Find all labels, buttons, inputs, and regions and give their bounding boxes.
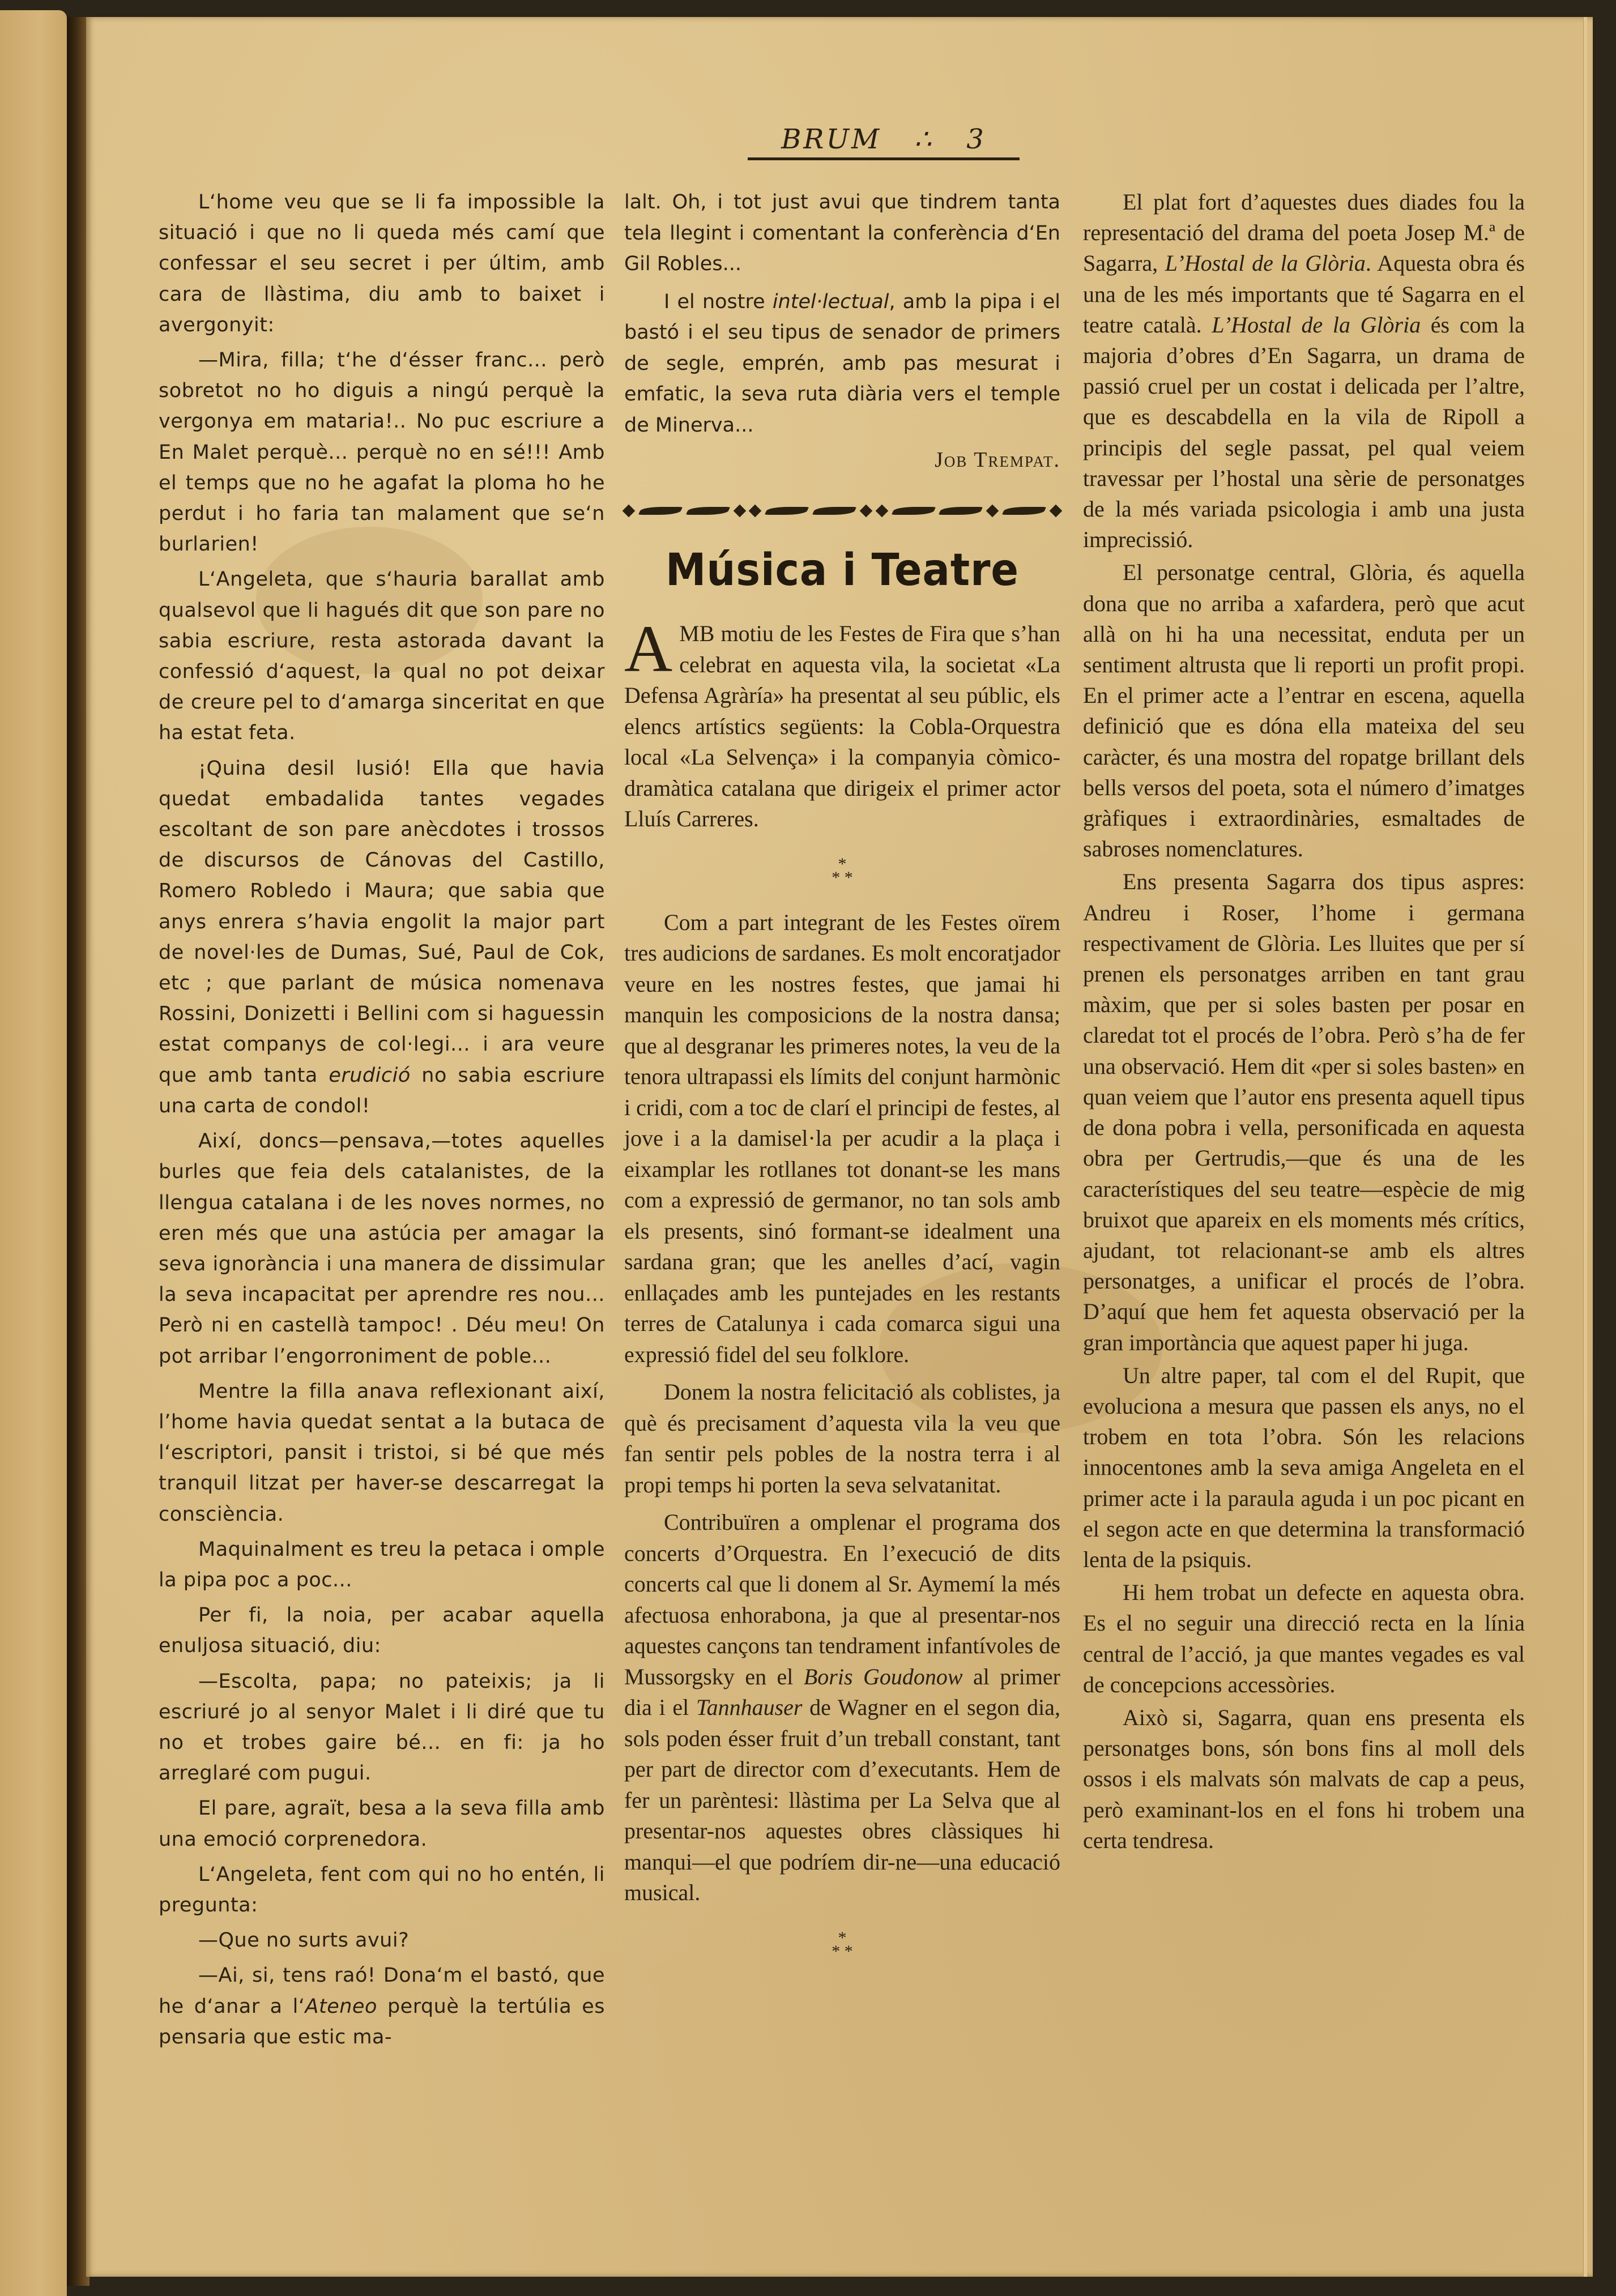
ornament-leaf-icon	[812, 507, 857, 515]
previous-page-edge	[0, 10, 67, 2296]
paragraph: Com a part integrant de les Festes oïrem tres audicions de sardanes. Es molt encoratjador veure en les nostres festes, que jamai hi manquin les composicions de la nostra dansa; que al desgranar les primeres notes, la veu de la tenora ultrapassi els límits del conjunt harmònic i cridi, com a toc de clarí el principi de festes, al jove i a la damisel·la per acudir a la plaça i eixamplar les rotllanes tot donant-se les mans com a expressió de germanor, no tan sols amb els presents, sinó formant-se idealment una sardana gran; que les anelles d’ací, vagin enllaçades amb les puntejades en les restants terres de Catalunya i cada comarca sigui una expressió fidel del seu folklore.	[624, 909, 1060, 1367]
paragraph: L‘Angeleta, fent com qui no ho entén, li pregunta:	[159, 1863, 605, 1917]
ornament-leaf-icon	[685, 507, 730, 515]
paragraph: Un altre paper, tal com el del Rupit, que evoluciona a mesura que passen els anys, no el trobem en tota l’obra. Són les relacions innocentones amb la seva amiga Angeleta en el primer acte i la paraula aguda i un poc picant en el segon acte en que determina la transformació lenta de la psiquis.	[1083, 1362, 1525, 1572]
paragraph	[624, 287, 1060, 441]
paragraph-text: perquè la tertúlia es pensaria que estic ma-	[159, 1995, 605, 2049]
paragraph: Donem la nostra felicitació als coblistes, ja què és precisament d’aquesta vila la veu que fan sentir pels pobles de la nostra terra i al propi temps hi porten la seva selvatanitat.	[624, 1379, 1060, 1497]
italic-title: L’Hostal de la Glòria	[1165, 250, 1366, 276]
paragraph: L‘home veu que se li fa impossible la situació i que no li queda més camí que confessar el seu secret i per últim, amb cara de llàstima, diu amb to baixet i avergonyit:	[159, 191, 605, 336]
section-title: Música i Teatre	[665, 545, 1020, 596]
italic-title: Tannhauser	[696, 1695, 803, 1720]
paragraph-text: al primer dia i el	[624, 1663, 1061, 1720]
paragraph-text: no sabia escriure una carta de condol!	[159, 1064, 605, 1117]
paragraph: Ens presenta Sagarra dos tipus aspres: Andreu i Roser, l’home i germana respectivament de Glòria. Les lluites que per sí prenen els personatges arriben en tant grau màxim, que per si soles basten per posar en claredat tot el procés de l’obra. Però s’ha de fer una observació. Hem dit «per si soles basten» en quan veiem que l’autor ens presenta aquell tipus de dona pobra i vella, personificada en aquesta obra per Gertrudis,—que és una de les característiques del seu teatre—espècie de mig bruixot que apareix en els moments més crítics, ajudant, tot relacionant-se amb els altres personatges, a unificar el procés de l’obra. D’aquí que hem fet aquesta observació per la gran importància que aquest paper hi juga.	[1083, 869, 1525, 1355]
paragraph: Maquinalment es treu la petaca i omple la pipa poc a poc...	[159, 1538, 605, 1591]
ornament-leaf-icon	[638, 507, 683, 515]
ornament-diamond-icon	[875, 505, 888, 518]
page-edge	[1583, 17, 1587, 2277]
drop-cap: A	[624, 612, 673, 686]
author-signature: Job Trempat.	[935, 448, 1060, 472]
italic-word: intel·lectual	[772, 290, 889, 313]
paragraph: Això si, Sagarra, quan ens presenta els personatges bons, són bons fins al moll dels ossos i els malvats són malvats de cap a peus, però examinant-los en el fons hi trobem una certa tendresa.	[1083, 1704, 1525, 1853]
paragraph-text: és com la majoria d’obres d’En Sagarra, un drama de passió cruel per un costat i delicada per l’altre, que es descabdella en la vila de Ripoll a principis del segle passat, pel qual veiem travessar per l’hostal una sèrie de personatges de la més variada psicologia i amb una justa imprecissió.	[1083, 311, 1525, 553]
italic-title: L’Hostal de la Glòria	[1212, 311, 1421, 338]
paragraph: Per fi, la noia, per acabar aquella enuljosa situació, diu:	[159, 1604, 605, 1658]
paragraph	[159, 1960, 605, 2052]
ornament-diamond-icon	[622, 505, 636, 518]
paragraph: —Que no surts avui?	[198, 1929, 410, 1952]
middle-column	[624, 187, 1060, 1981]
paragraph: —Mira, filla; t‘he d‘ésser franc... però sobretot no ho diguis a ningú perquè la vergonya em mataria!.. No puc escriure a En Malet perquè... perquè no en sé!!! Amb el temps que no he agafat la ploma ho he perdut i ho faria tan malament que se‘n burlarien!	[159, 349, 605, 556]
left-column	[159, 187, 605, 2057]
paragraph-text: I el nostre	[664, 290, 773, 313]
paragraph-text: Contribuïren a omplenar el programa dos concerts d’Orquestra. En l’execució de dits concerts cal que li donem al Sr. Aymemí la més afectuosa enhorabona, ja que al presentar-nos aquestes cançons tan tendrament infantívoles de Mussorgsky en el	[624, 1509, 1060, 1689]
paragraph: Mentre la filla anava reflexionant així, l’home havia quedat sentat a la butaca de l‘escriptori, pansit i tristoi, si bé que més tranquil litzat per haver-se descarregat la consciència.	[159, 1380, 605, 1526]
paragraph-text: El plat fort d’aquestes dues diades fou la representació del drama del poeta Josep M.ª de Sagarra,	[1083, 189, 1525, 276]
asterism-divider: * * *	[832, 1928, 853, 1961]
ornament-diamond-icon	[1050, 505, 1063, 518]
paragraph: El pare, agraït, besa a la seva filla amb una emoció corprenedora.	[159, 1797, 605, 1851]
paragraph	[624, 1507, 1060, 1909]
ornament-leaf-icon	[891, 507, 936, 515]
page-number: 3	[966, 123, 986, 155]
paragraph-text: , amb la pipa i el bastó i el seu tipus de senador de primers de segle, emprén, amb pas mesurat i emfatic, la seva ruta diària vers el temple de Minerva...	[624, 290, 1060, 437]
paragraph	[1083, 187, 1525, 555]
paragraph-text: de Wagner en el segon dia, sols poden ésser fruit d’un treball constant, tant per part de director com d’executants. Hem de fer un parèntesi: llàstima per La Selva que al presentar-nos aquestes obres clàssiques hi manqui—el que podríem dir-ne—una educació musical.	[624, 1695, 1060, 1905]
ornament-diamond-icon	[860, 505, 873, 518]
paragraph: Hi hem trobat un defecte en aquesta obra. Es el no seguir una direcció recta en la línia central de l’acció, ja que mantes vegades es val de concepcions accessòries.	[1083, 1580, 1525, 1697]
article-body	[624, 612, 1061, 1961]
asterism-divider: * * *	[832, 854, 853, 887]
paragraph-text: . Aquesta obra és una de les més importants que té Sagarra en el teatre català.	[1083, 250, 1525, 338]
intro-paragraph	[624, 612, 1060, 835]
italic-title: Boris Goudonow	[803, 1663, 963, 1689]
paragraph	[159, 753, 605, 1121]
separator-glyph: ∴	[914, 123, 934, 155]
paragraph-text: —Ai, si, tens raó! Dona‘m el bastó, que he d‘anar a l‘	[159, 1964, 605, 2018]
ornamental-divider	[624, 500, 1060, 522]
right-column	[1083, 187, 1525, 1858]
ornament-diamond-icon	[749, 505, 762, 518]
ornament-leaf-icon	[939, 507, 983, 515]
ornament-diamond-icon	[733, 505, 746, 518]
magazine-page	[86, 17, 1593, 2277]
paragraph-text: ¡Quina desil lusió! Ella que havia quedat embadalida tantes vegades escoltant de son pare anècdotes i trossos de discursos de Cánovas del Castillo, Romero Robledo i Maura; que sabia que anys enrera s’havia engolit la major part de novel·les de Dumas, Sué, Paul de Cok, etc ; que parlant de música nomenava Rossini, Donizetti i Bellini com si haguessin estat companys de col·legi... i ara veure que amb tanta	[159, 757, 605, 1087]
italic-word: Ateneo	[305, 1995, 377, 2018]
paragraph: Així, doncs—pensava,—totes aquelles burles que feia dels catalanistes, de la llengua catalana i de les noves normes, no eren més que una astúcia per amagar la seva ignorància i una manera de dissimular la seva incapacitat per aprendre res nou... Però ni en castellà tampoc! . Déu meu! On pot arribar l’engorroniment de poble...	[159, 1130, 606, 1368]
paragraph: L‘Angeleta, que s‘hauria barallat amb qualsevol que li hagués dit que son pare no sabia escriure, resta astorada davant la confessió d‘aquest, la qual no pot deixar de creure pel to d‘amarga sinceritat en que ha estat feta.	[159, 568, 605, 745]
italic-word: erudició	[329, 1064, 411, 1087]
running-head	[748, 123, 1020, 160]
ornament-leaf-icon	[765, 507, 809, 515]
continuation-paragraph: lalt. Oh, i tot just avui que tindrem tanta tela llegint i comentant la conferència d‘En Gil Robles...	[624, 191, 1060, 275]
paragraph: El personatge central, Glòria, és aquella dona que no arriba a xafardera, però que acut allà on hi ha una necessitat, enduta per un sentiment altrusta que li reporti un profit propi. En el primer acte a l’entrar en escena, aquella definició que es dóna ella mateixa del seu caràcter, és una mostra del ropatge brillant dels bells versos del poeta, sota el número d’imatges gràfiques i extraordinàries, esmaltades de sabroses nomenclatures.	[1083, 560, 1525, 862]
publication-title: BRUM	[781, 123, 882, 155]
paragraph: —Escolta, papa; no pateixis; ja li escriuré jo al senyor Malet i li diré que tu no et trobes gaire bé... en fi: ja ho arreglaré com pugui.	[159, 1670, 605, 1785]
ornament-diamond-icon	[986, 505, 999, 518]
paragraph-text: MB motiu de les Festes de Fira que s’han celebrat en aquesta vila, la societat «La Defensa Agràría» ha presentat al seu públic, els elencs artístics següents: la Cobla-Orquestra local «La Selvença» i la companyia còmico-dramàtica catalana que dirigeix el primer actor Lluís Carreres.	[624, 621, 1060, 831]
ornament-leaf-icon	[1002, 507, 1047, 515]
